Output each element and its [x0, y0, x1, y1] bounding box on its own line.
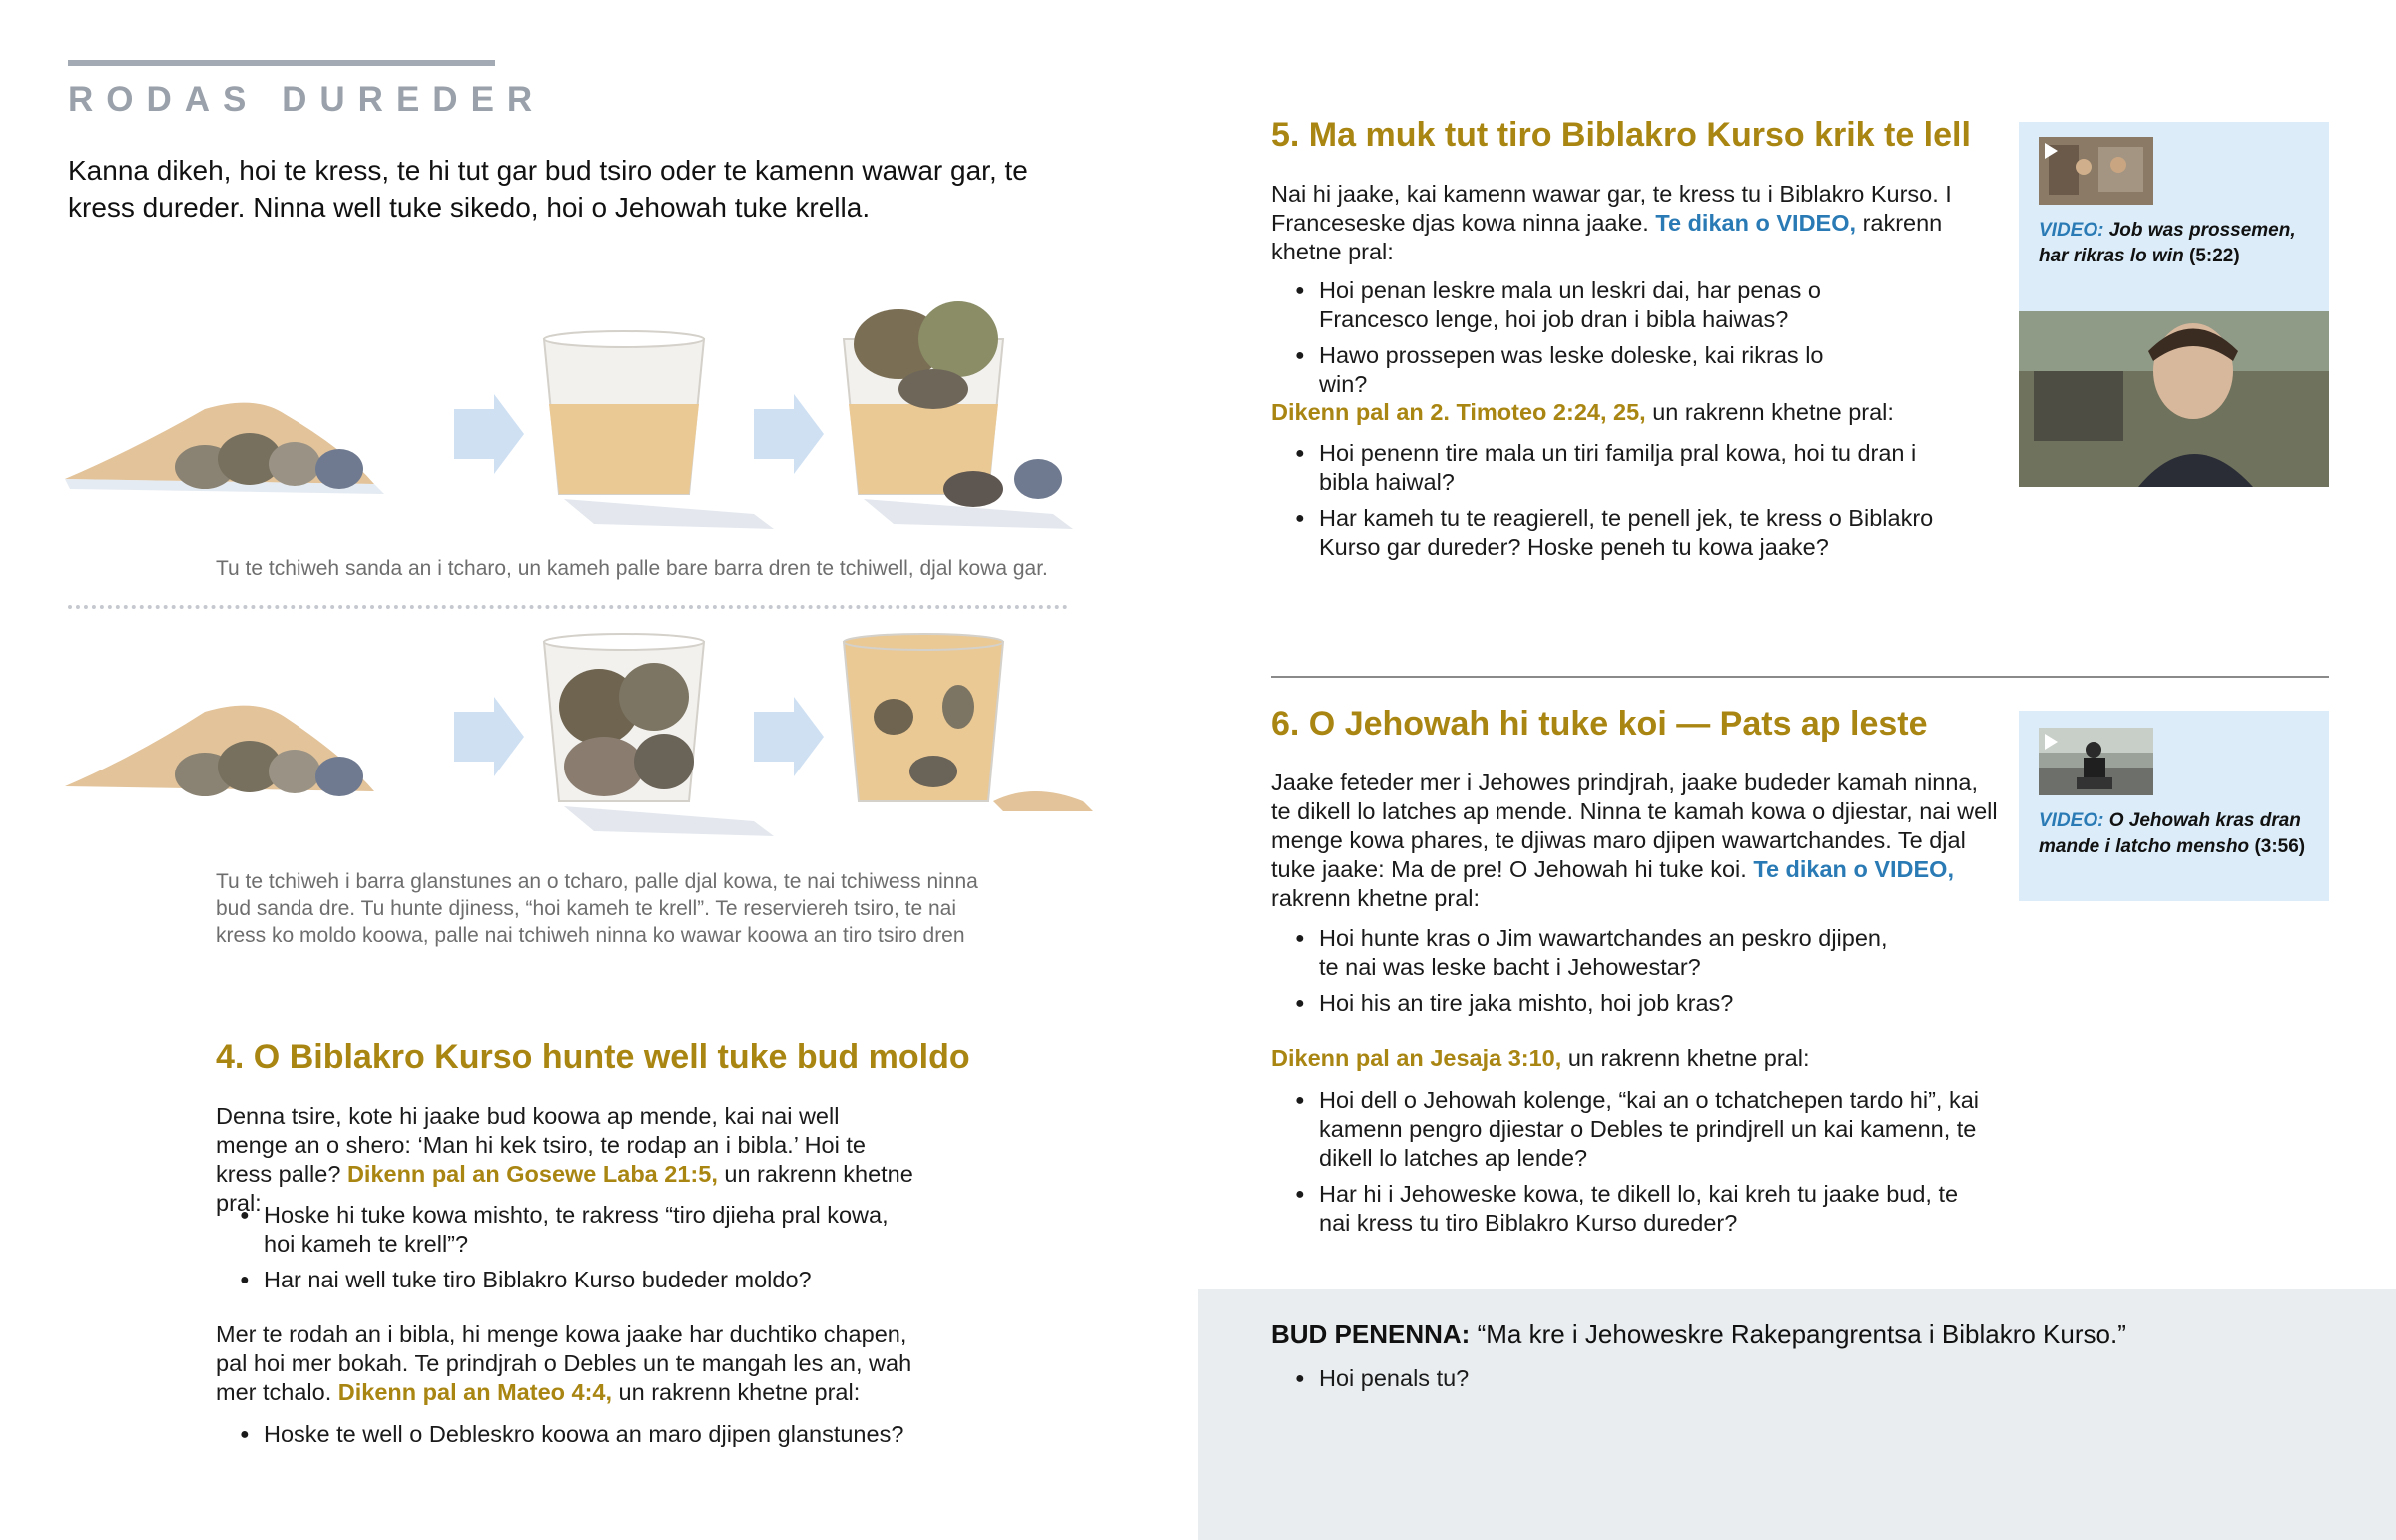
illustration-caption-1: Tu te tchiweh sanda an i tcharo, un kameh palle bare barra dren te tchiwell, djal kowa gar. — [216, 557, 1048, 580]
scripture-ref-jesaja[interactable]: Dikenn pal an Jesaja 3:10, — [1271, 1045, 1562, 1071]
top-rule — [68, 60, 495, 66]
video-caption — [2039, 218, 2323, 269]
list-item: ● Hoi dell o Jehowah kolenge, “kai an o tchatchepen tardo hi”, kai kamenn pengro djiestar o Debles te prindjrell un kai kamenn, te dikell lo latches ap lende? — [1271, 1086, 1990, 1173]
section-6-paragraph-2 — [1271, 1044, 1970, 1073]
arrow-right-icon — [454, 394, 524, 474]
intro-text: Kanna dikeh, hoi te kress, te hi tut gar bud tsiro oder te kamenn wawar gar, te kress dureder. Ninna well tuke sikedo, hoi o Jehowah tuke krella. — [68, 155, 1028, 223]
play-icon[interactable] — [2045, 734, 2058, 750]
section-6-paragraph-2-tail: un rakrenn khetne pral: — [1567, 1045, 1810, 1071]
arrow-right-icon — [754, 697, 824, 776]
video-still-image — [2019, 311, 2329, 487]
cup-with-rocks-image — [544, 634, 774, 836]
scripture-ref-gosewe-laba[interactable]: Dikenn pal an Gosewe Laba 21:5, — [346, 1161, 718, 1187]
section-separator — [1271, 676, 2329, 678]
section-4-heading: 4. O Biblakro Kurso hunte well tuke bud moldo — [216, 1038, 970, 1076]
list-item: ● Hoi penenn tire mala un tiri familja pral kowa, hoi tu dran i bibla haiwal? — [1271, 439, 1970, 497]
illustration-sand-first — [55, 299, 1118, 549]
list-item: ● Hoske te well o Debleskro koowa an maro djipen glanstunes? — [216, 1420, 974, 1449]
section-5-paragraph-2 — [1271, 398, 1970, 427]
section-6-paragraph-1-text: Jaake feteder mer i Jehowes prindjrah, jaake budeder kamah ninna, te dikell lo latches ap mende. Ninna te kamah kowa o djiestar, nai well menge kowa phares, te djiwas maro djipen wawartchandes. Te djal tuke jaake: Ma de pre! O Jehowah hi tuke koi. — [1271, 770, 1998, 882]
list-item: ● Hawo prossepen was leske doleske, kai rikras lo win? — [1271, 341, 1830, 399]
section-5-paragraph-2-tail: un rakrenn khetne pral: — [1652, 399, 1894, 425]
section-4-paragraph-2 — [216, 1320, 914, 1407]
section-4-bullets-1 — [216, 1201, 914, 1301]
illustration-caption-2: Tu te tchiweh i barra glanstunes an o tcharo, palle djal kowa, te nai tchiwess ninna bud sanda dre. Tu hunte djiness, “hoi kameh te krell”. Te reserviereh tsiro, te nai kress ko moldo koowa, palle nai tchiweh ninna ko wawar koowa an tiro tsiro dren — [216, 870, 978, 947]
video-label: VIDEO: — [2039, 810, 2104, 831]
section-5-paragraph-1 — [1271, 180, 1970, 266]
video-caption — [2039, 808, 2323, 860]
video-box-1[interactable] — [2019, 122, 2329, 311]
video-title: Job was prossemen, har rikras lo win — [2039, 220, 2296, 266]
video-label: VIDEO: — [2039, 220, 2104, 241]
section-5-paragraph-1-tail: rakrenn khetne pral: — [1271, 210, 1943, 264]
section-6-paragraph-1-tail: rakrenn khetne pral: — [1271, 885, 1481, 911]
illustration-rocks-first — [55, 607, 1118, 846]
video-thumbnail[interactable] — [2039, 137, 2153, 205]
section-5-heading: 5. Ma muk tut tiro Biblakro Kurso krik te lell — [1271, 116, 1971, 154]
list-item: ● Har kameh tu te reagierell, te penell jek, te kress o Biblakro Kurso gar dureder? Hoske peneh tu kowa jaake? — [1271, 504, 1970, 562]
video-box-2[interactable] — [2019, 711, 2329, 901]
bud-penenna-bullets — [1271, 1364, 1970, 1400]
section-5-bullets-2 — [1271, 439, 1970, 569]
video-link[interactable]: Te dikan o VIDEO, — [1655, 210, 1857, 236]
section-6-bullets-1 — [1271, 924, 1910, 1025]
section-6-bullets-2 — [1271, 1086, 1990, 1245]
section-5-bullets-1 — [1271, 276, 1830, 406]
list-item: ● Hoi hunte kras o Jim wawartchandes an peskro djipen, te nai was leske bacht i Jehowestar? — [1271, 924, 1910, 982]
section-6-paragraph-1 — [1271, 769, 2000, 913]
section-4-paragraph-1-text: Denna tsire, kote hi jaake bud koowa ap mende, kai nai well menge an o shero: ‘Man hi kek tsiro, te rodap an i bibla.’ Hoi te kress palle? — [216, 1103, 866, 1187]
bud-penenna-heading — [1271, 1319, 2126, 1350]
list-item: ● Har hi i Jehoweske kowa, te dikell lo, kai kreh tu jaake bud, te nai kress tu tiro Biblakro Kurso dureder? — [1271, 1180, 1990, 1238]
scripture-ref-timoteo[interactable]: Dikenn pal an 2. Timoteo 2:24, 25, — [1271, 399, 1646, 425]
video-title: O Jehowah kras dran mande i latcho mensho — [2039, 810, 2301, 857]
cup-overflowing-rocks-image — [844, 301, 1073, 529]
list-item: ● Hoi his an tire jaka mishto, hoi job kras? — [1271, 989, 1910, 1018]
section-6-heading: 6. O Jehowah hi tuke koi — Pats ap leste — [1271, 705, 1928, 743]
scripture-ref-mateo[interactable]: Dikenn pal an Mateo 4:4, — [337, 1379, 613, 1405]
play-icon[interactable] — [2045, 143, 2058, 159]
bud-penenna-quote: “Ma kre i Jehoweskre Rakepangrentsa i Biblakro Kurso.” — [1477, 1319, 2126, 1349]
section-4-paragraph-2-tail: un rakrenn khetne pral: — [618, 1379, 861, 1405]
video-duration: (3:56) — [2254, 836, 2306, 857]
bud-penenna-label: BUD PENENNA: — [1271, 1319, 1471, 1349]
cup-rocks-and-sand-image — [844, 634, 1093, 811]
section-4-paragraph-2-text: Mer te rodah an i bibla, hi menge kowa jaake har duchtiko chapen, pal hoi mer bokah. Te prindjrah o Debles un te mangah les an, wah mer tchalo. — [216, 1321, 912, 1405]
list-item: ● Har nai well tuke tiro Biblakro Kurso budeder moldo? — [216, 1266, 914, 1294]
video-thumbnail[interactable] — [2039, 728, 2153, 795]
cup-with-sand-image — [544, 331, 774, 529]
arrow-right-icon — [754, 394, 824, 474]
section-4-paragraph-1-tail: un rakrenn khetne pral: — [216, 1161, 913, 1216]
section-label: RODAS DUREDER — [68, 80, 546, 119]
video-duration: (5:22) — [2189, 246, 2240, 266]
video-link[interactable]: Te dikan o VIDEO, — [1753, 856, 1954, 882]
section-4-bullets-2 — [216, 1420, 974, 1456]
list-item: ● Hoi penan leskre mala un leskri dai, har penas o Francesco lenge, hoi job dran i bibla haiwas? — [1271, 276, 1830, 334]
arrow-right-icon — [454, 697, 524, 776]
section-5-paragraph-1-text: Nai hi jaake, kai kamenn wawar gar, te kress tu i Biblakro Kurso. I Franceseske djas kowa ninna jaake. — [1271, 181, 1952, 236]
list-item: ● Hoske hi tuke kowa mishto, te rakress “tiro djieha pral kowa, hoi kameh te krell”? — [216, 1201, 914, 1259]
list-item: ● Hoi penals tu? — [1271, 1364, 1970, 1393]
